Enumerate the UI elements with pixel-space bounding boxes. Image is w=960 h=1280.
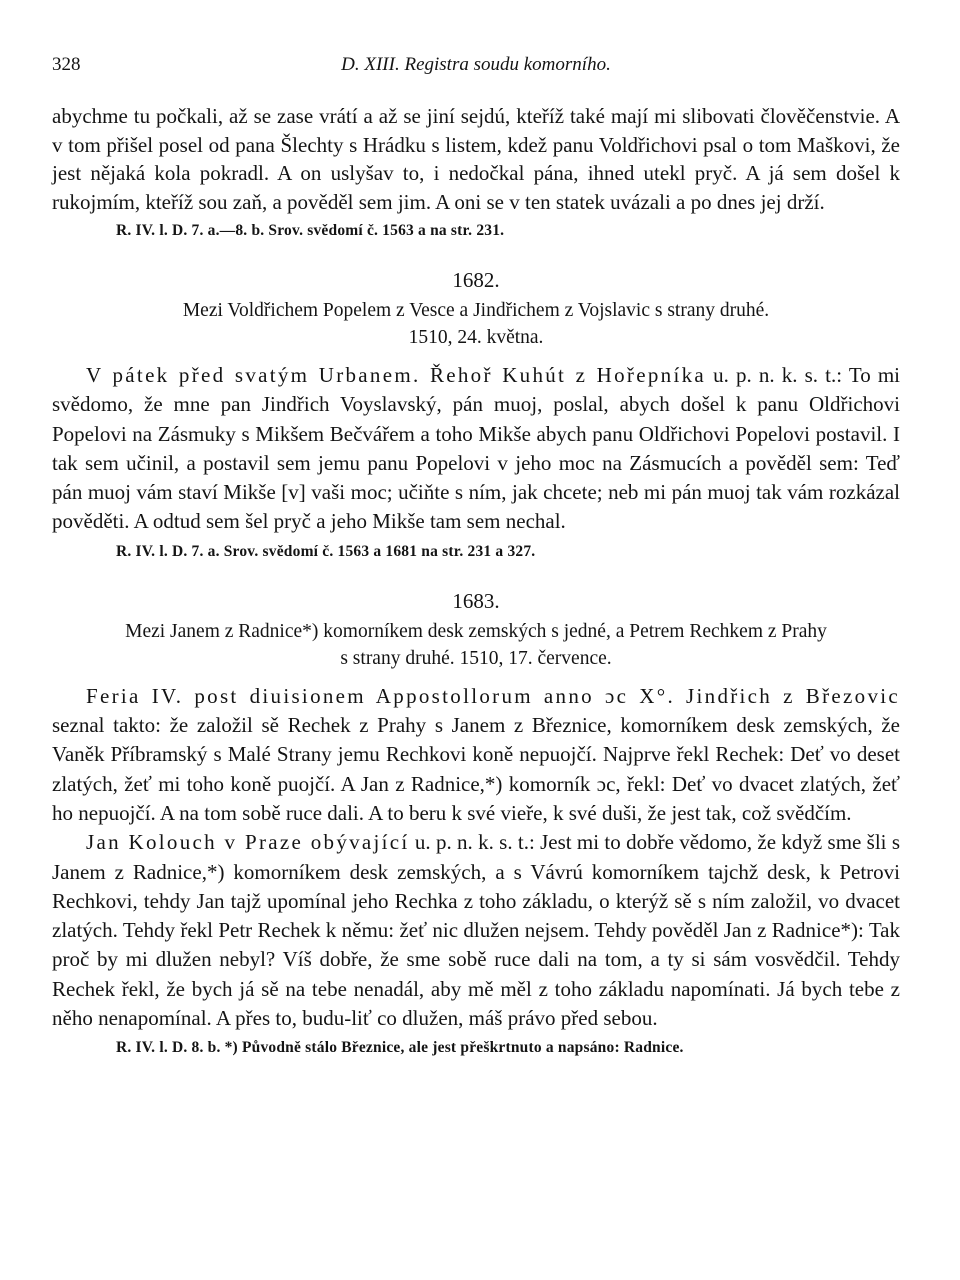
entry-summary: Mezi Voldřichem Popelem z Vesce a Jindřichem z Vojslavic s strany druhé. [182, 300, 770, 321]
footnote: R. IV. l. D. 8. b. *) Původně stálo Březnice, ale jest přeškrtnuto a napsáno: Radnice. [116, 1039, 684, 1057]
testimony-text: seznal takto: že založil sě Rechek z Prahy s Janem z Březnice, komorníkem desk zemských, že Vaněk Příbramský s Malé Strany jemu Rechkovi koně nepuojčí. Najprve řekl Rechek: Deť vo deset zlatých, žeť mi toho koně puojčí. A Jan z Radnice,*) komorník ɔc, řekl: Deť vo dvacet zlatých, žeť ho nepuojčí. A na tom sobě ruce dali. A to beru k své vieře, k své duši, že jest tak, což svědčím. [52, 713, 900, 825]
testimony-text: u. p. n. k. s. t.: Jest mi to dobře vědomo, že když sme šli s Janem z Radnice,*) komorníkem desk zemských, a s Vávrú komorníkem tajchž desk, k Petrovi Rechkovi, tehdy Jan tajž upomínal jeho Rechka z toho základu, o kterýž sě s ním založil, vo dvacet zlatých. Tehdy řekl Petr Rechek k němu: žeť nic dlužen nejsem. Tehdy pověděl Jan z Radnice*): Tak proč by mi dlužen nebyl? Víš dobře, že sme sobě ruce dali na tom, a ty si sám vosvědčil. Tehdy Rechek řekl, že bych já sě na tebe nenadál, aby mě měl z toho základu napomínati. Já bych tebe z něho nenapomínal. A přes to, budu-liť co dlužen, máš právo před sebou. [52, 830, 900, 1031]
continuation-paragraph: abychme tu počkali, až se zase vrátí a až se jiní sejdú, kteříž také mají mi slibovati člověčenstvie. A v tom přišel posel od pana Šlechty s Hrádku s listem, kdež panu Voldřichovi psal o tom Maškovi, že jest nějaká kola pokradl. A on uslyšav to, i nedočkal pána, ihned utekl pryč. A já sem došel k rukojmím, kteříž sou zaň, a pověděl sem jim. A oni se v ten statek uvázali a po dnes jej drží. [52, 104, 900, 214]
entry-summary: Mezi Janem z Radnice*) komorníkem desk zemských s jedné, a Petrem Rechkem z Prahy [125, 620, 827, 642]
entry-date: 1510, 24. května. [408, 327, 544, 348]
page-number: 328 [52, 54, 81, 75]
opening-phrase: Feria IV. post diuisionem Appostollorum anno ɔc X°. Jindřich z Březovic [86, 683, 900, 708]
running-title: D. XIII. Registra soudu komorního. [341, 54, 611, 75]
document-page [52, 54, 900, 1057]
source-reference: R. IV. l. D. 7. a.—8. b. Srov. svědomí č. 1563 a na str. 231. [116, 222, 505, 239]
testimony-paragraph [52, 361, 900, 537]
opening-phrase: Jan Kolouch v Praze obývající [86, 830, 410, 855]
testimony-text: u. p. n. k. s. t.: To mi svědomo, že mne pan Jindřich Voyslavský, pán muoj, poslal, abych došel k panu Oldřichovi Popelovi na Zásmuky s Mikšem Bečvářem a toho Mikše abych panu Oldřichovi Popelovi postavil. I tak sem učinil, a postavil sem jemu panu Popelovi v jeho moc na Zásmucích a pověděl sem: Teď pán muoj vám staví Mikše [v] vaši moc; učiňte s ním, jak chcete; neb mi pán muoj tak vám rozkázal pověděti. A odtud sem šel pryč a jeho Mikše tam sem nechal. [52, 363, 900, 534]
entry-number: 1682. [452, 268, 500, 292]
testimony-paragraph [52, 828, 900, 1033]
entry-number: 1683. [452, 588, 500, 613]
source-reference: R. IV. l. D. 7. a. Srov. svědomí č. 1563 a 1681 na str. 231 a 327. [116, 542, 536, 560]
opening-phrase: V pátek před svatým Urbanem. Řehoř Kuhút z Hořepníka [86, 363, 706, 387]
testimony-paragraph [52, 682, 900, 828]
running-head [52, 54, 900, 88]
entry-date: s strany druhé. 1510, 17. července. [340, 647, 612, 669]
